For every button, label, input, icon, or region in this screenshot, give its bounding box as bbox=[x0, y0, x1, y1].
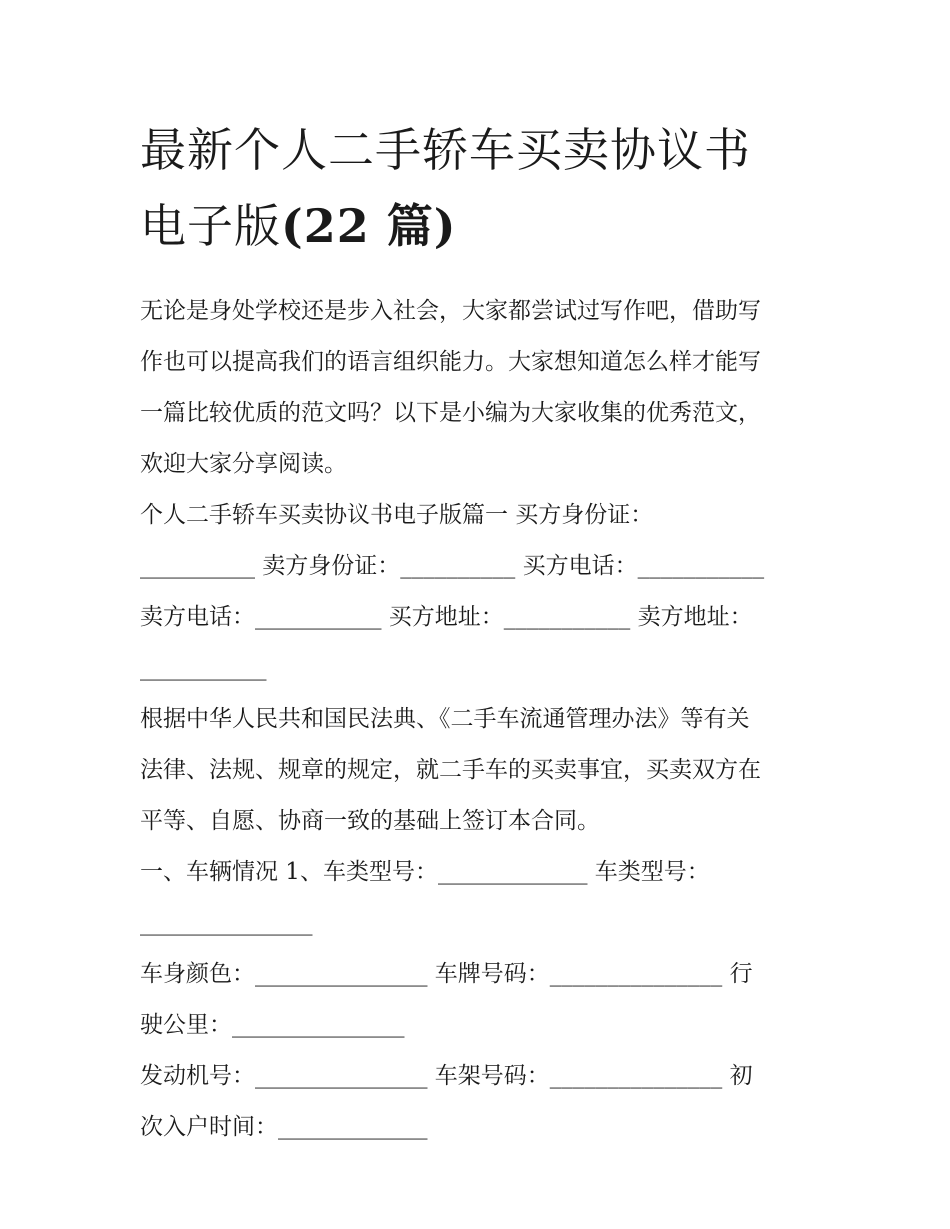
form-fill-line: 次入户时间：_____________ bbox=[140, 1114, 428, 1140]
text-line: 法律、法规、规章的规定，就二手车的买卖事宜，买卖双方在 bbox=[140, 757, 761, 783]
text-line: 欢迎大家分享阅读。 bbox=[140, 451, 347, 477]
title-line-1: 最新个人二手轿车买卖协议书 bbox=[140, 123, 751, 177]
form-fill-line: 卖方电话：___________ 买方地址：___________ 卖方地址： bbox=[140, 604, 753, 630]
form-fill-line: 发动机号：_______________ 车架号码：_______________ 初 bbox=[140, 1063, 753, 1089]
section-heading-line: 个人二手轿车买卖协议书电子版篇一 买方身份证： bbox=[140, 502, 654, 528]
form-fill-line: _______________ bbox=[140, 910, 313, 936]
form-fill-line: ___________ bbox=[140, 655, 267, 681]
document-body bbox=[140, 286, 820, 1153]
title-line-2: 电子版(22 篇) bbox=[140, 199, 457, 253]
form-fill-line: 驶公里：_______________ bbox=[140, 1012, 405, 1038]
document-page bbox=[140, 112, 820, 1153]
text-line: 一篇比较优质的范文吗？以下是小编为大家收集的优秀范文， bbox=[140, 400, 761, 426]
form-fill-line: __________ 卖方身份证：__________ 买方电话：___________ bbox=[140, 553, 765, 579]
form-fill-line: 一、车辆情况 1、车类型号：_____________ 车类型号： bbox=[140, 859, 710, 885]
text-line: 无论是身处学校还是步入社会，大家都尝试过写作吧，借助写 bbox=[140, 298, 761, 324]
text-line: 根据中华人民共和国民法典、《二手车流通管理办法》等有关 bbox=[140, 706, 750, 732]
form-fill-line: 车身颜色：_______________ 车牌号码：_______________ 行 bbox=[140, 961, 753, 987]
text-line: 平等、自愿、协商一致的基础上签订本合同。 bbox=[140, 808, 600, 834]
document-title bbox=[140, 112, 820, 264]
text-line: 作也可以提高我们的语言组织能力。大家想知道怎么样才能写 bbox=[140, 349, 761, 375]
